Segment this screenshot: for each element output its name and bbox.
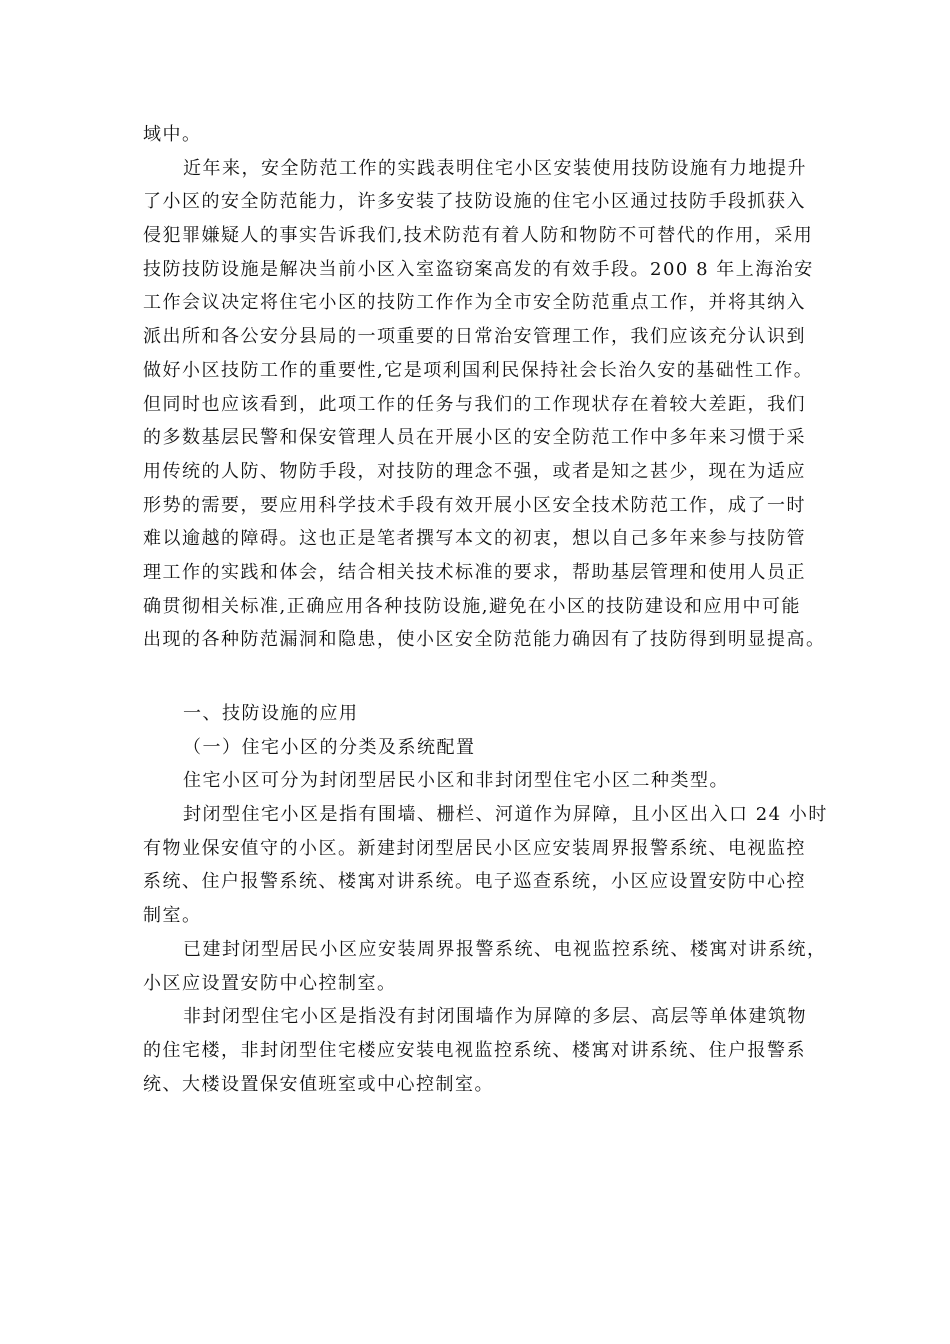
subsection-heading: （一）住宅小区的分类及系统配置 bbox=[183, 736, 476, 758]
text-line: 了小区的安全防范能力，许多安装了技防设施的住宅小区通过技防手段抓获入 bbox=[143, 191, 806, 213]
section-heading: 一、技防设施的应用 bbox=[183, 703, 359, 724]
paragraph-gap bbox=[143, 657, 808, 697]
text-line: 已建封闭型居民小区应安装周界报警系统、电视监控系统、楼寓对讲系统， bbox=[183, 938, 827, 960]
text-line: 理工作的实践和体会，结合相关技术标准的要求，帮助基层管理和使用人员正 bbox=[143, 561, 806, 583]
text-line: 非封闭型住宅小区是指没有封闭围墙作为屏障的多层、高层等单体建筑物 bbox=[183, 1006, 807, 1028]
text-line: 侵犯罪嫌疑人的事实告诉我们,技术防范有着人防和物防不可替代的作用，采用 bbox=[143, 225, 814, 247]
text-line: 难以逾越的障碍。这也正是笔者撰写本文的初衷，想以自己多年来参与技防管 bbox=[143, 528, 806, 550]
text-line: 制室。 bbox=[143, 905, 202, 927]
text-line: 统、大楼设置保安值班室或中心控制室。 bbox=[143, 1073, 494, 1095]
text-line: 的多数基层民警和保安管理人员在开展小区的安全防范工作中多年来习惯于采 bbox=[143, 427, 806, 449]
text-line: 出现的各种防范漏洞和隐患，使小区安全防范能力确因有了技防得到明显提高。 bbox=[143, 629, 826, 651]
text-line: 近年来，安全防范工作的实践表明住宅小区安装使用技防设施有力地提升 bbox=[183, 157, 807, 179]
document-body bbox=[143, 118, 828, 1101]
text-line: 用传统的人防、物防手段，对技防的理念不强，或者是知之甚少，现在为适应 bbox=[143, 460, 806, 482]
text-line: 小区应设置安防中心控制室。 bbox=[143, 972, 397, 994]
text-line: 封闭型住宅小区是指有围墙、栅栏、河道作为屏障，且小区出入口 24 小时 bbox=[183, 804, 828, 826]
text-line: 有物业保安值守的小区。新建封闭型居民小区应安装周界报警系统、电视监控 bbox=[143, 837, 806, 859]
text-line: 形势的需要，要应用科学技术手段有效开展小区安全技术防范工作，成了一时 bbox=[143, 494, 806, 516]
text-line: 但同时也应该看到，此项工作的任务与我们的工作现状存在着较大差距，我们 bbox=[143, 393, 806, 415]
text-line: 做好小区技防工作的重要性,它是项利国利民保持社会长治久安的基础性工作。 bbox=[143, 359, 814, 381]
text-line: 系统、住户报警系统、楼寓对讲系统。电子巡查系统，小区应设置安防中心控 bbox=[143, 871, 806, 893]
text-line: 的住宅楼，非封闭型住宅楼应安装电视监控系统、楼寓对讲系统、住户报警系 bbox=[143, 1039, 806, 1061]
text-line: 住宅小区可分为封闭型居民小区和非封闭型住宅小区二种类型。 bbox=[183, 770, 729, 792]
text-line: 派出所和各公安分县局的一项重要的日常治安管理工作，我们应该充分认识到 bbox=[143, 326, 806, 348]
text-line: 确贯彻相关标准,正确应用各种技防设施,避免在小区的技防建设和应用中可能 bbox=[143, 595, 801, 617]
text-line: 技防技防设施是解决当前小区入室盗窃案高发的有效手段。200 8 年上海治安 bbox=[143, 258, 814, 280]
text-line: 域中。 bbox=[143, 124, 202, 145]
text-line: 工作会议决定将住宅小区的技防工作作为全市安全防范重点工作，并将其纳入 bbox=[143, 292, 806, 314]
